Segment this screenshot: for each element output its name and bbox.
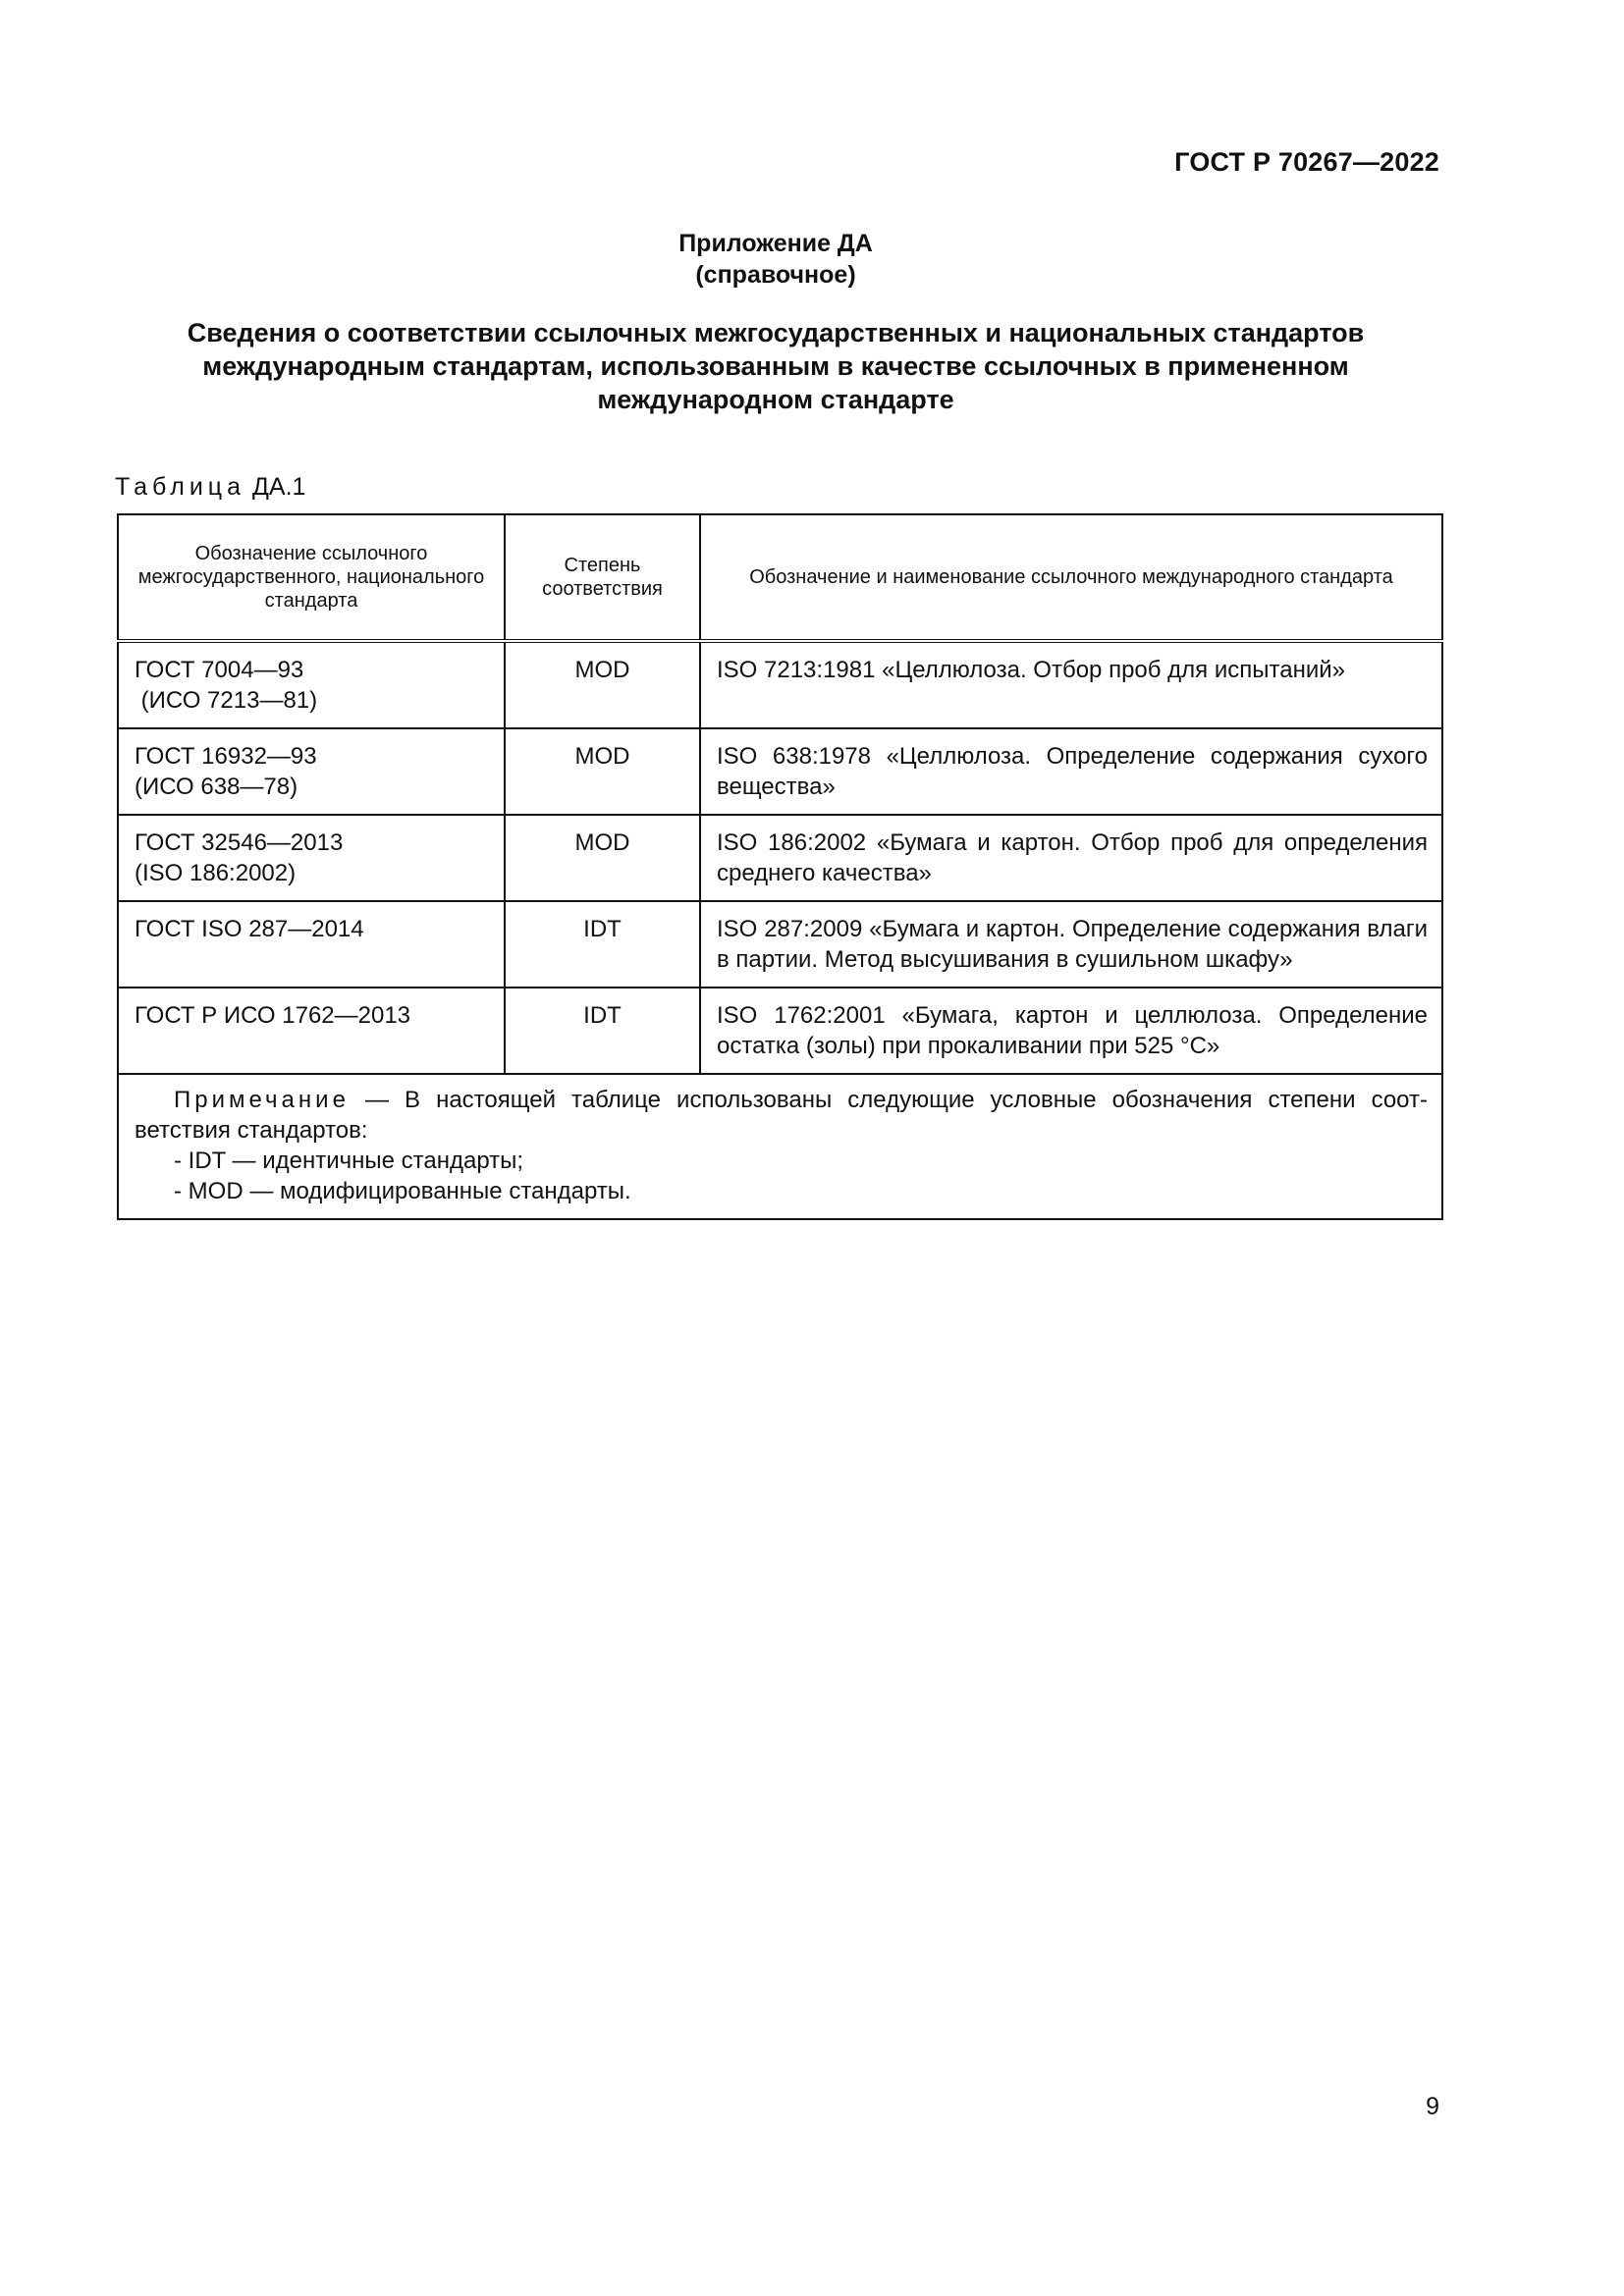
document-code: ГОСТ Р 70267—2022 bbox=[1174, 147, 1439, 177]
annex-subtitle: (справочное) bbox=[695, 261, 856, 289]
standard-designation: ГОСТ ISO 287—2014 bbox=[135, 916, 364, 942]
degree-cell: IDT bbox=[505, 901, 700, 988]
table-note bbox=[118, 1074, 1442, 1219]
header-national-standard: Обозначение ссылочного межгосударственного, национального стандарта bbox=[118, 514, 505, 641]
table-header-row bbox=[118, 514, 1442, 641]
international-standard-cell: ISO 1762:2001 «Бумага, картон и целлюлоза. Определение остатка (золы) при прокаливании при 525 °С» bbox=[700, 988, 1442, 1074]
table-caption-number: ДА.1 bbox=[251, 473, 306, 501]
standard-designation: ГОСТ 32546—2013 bbox=[135, 829, 344, 856]
section-heading bbox=[147, 316, 1404, 416]
header-degree: Степень соответствия bbox=[505, 514, 700, 641]
standard-equivalent: (ИСО 7213—81) bbox=[135, 687, 318, 714]
national-standard-cell bbox=[118, 901, 505, 988]
international-standard-cell: ISO 287:2009 «Бумага и картон. Определение содержания влаги в партии. Метод высушивания в сушильном шкафу» bbox=[700, 901, 1442, 988]
table-row bbox=[118, 815, 1442, 901]
standard-equivalent: (ИСО 638—78) bbox=[135, 774, 298, 800]
national-standard-cell bbox=[118, 988, 505, 1074]
international-standard-cell: ISO 7213:1981 «Целлюлоза. Отбор проб для испытаний» bbox=[700, 641, 1442, 728]
table-row bbox=[118, 728, 1442, 815]
note-item-idt: - IDT — идентичные стандарты; bbox=[174, 1148, 524, 1174]
degree-cell: MOD bbox=[505, 641, 700, 728]
table-row bbox=[118, 988, 1442, 1074]
international-standard-cell: ISO 638:1978 «Целлюлоза. Определение содержания сухого вещества» bbox=[700, 728, 1442, 815]
table-row bbox=[118, 641, 1442, 728]
table-note-row bbox=[118, 1074, 1442, 1219]
standard-designation: ГОСТ 16932—93 bbox=[135, 743, 317, 770]
page-number: 9 bbox=[1426, 2093, 1439, 2120]
table-caption bbox=[115, 473, 305, 502]
degree-cell: MOD bbox=[505, 728, 700, 815]
annex-title: Приложение ДА bbox=[678, 230, 873, 257]
heading-line-1: Сведения о соответствии ссылочных межгосударственных и национальных стандартов bbox=[187, 318, 1365, 347]
table-row bbox=[118, 901, 1442, 988]
annex-title-block bbox=[0, 228, 1551, 291]
degree-cell: MOD bbox=[505, 815, 700, 901]
international-standard-cell: ISO 186:2002 «Бумага и картон. Отбор проб для определения среднего качества» bbox=[700, 815, 1442, 901]
note-intro bbox=[135, 1085, 1428, 1146]
table-caption-word: Таблица bbox=[115, 473, 246, 501]
standard-designation: ГОСТ 7004—93 bbox=[135, 657, 304, 683]
header-international-standard: Обозначение и наименование ссылочного международного стандарта bbox=[700, 514, 1442, 641]
heading-line-3: международном стандарте bbox=[597, 385, 954, 414]
heading-line-2: международным стандартам, использованным в качестве ссылочных в примененном bbox=[202, 351, 1349, 381]
correspondence-table bbox=[117, 513, 1443, 1220]
degree-cell: IDT bbox=[505, 988, 700, 1074]
standard-designation: ГОСТ Р ИСО 1762—2013 bbox=[135, 1002, 411, 1029]
note-item-mod: - MOD — модифицированные стандарты. bbox=[174, 1178, 631, 1204]
national-standard-cell bbox=[118, 641, 505, 728]
national-standard-cell bbox=[118, 815, 505, 901]
note-text: — В настоящей таблице использованы следующие условные обозначения степени соот-ветствия стандартов: bbox=[135, 1087, 1428, 1144]
standard-equivalent: (ISO 186:2002) bbox=[135, 860, 297, 886]
national-standard-cell bbox=[118, 728, 505, 815]
note-label: Примечание bbox=[174, 1087, 350, 1113]
